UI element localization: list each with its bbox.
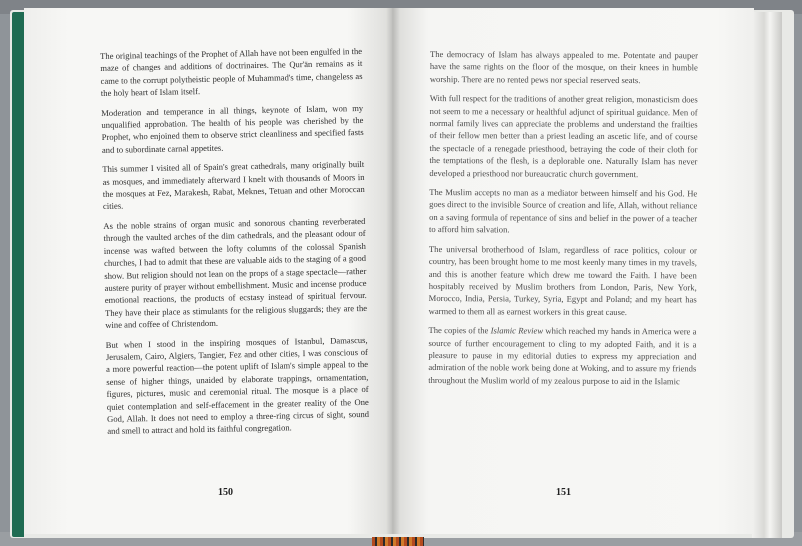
left-paragraph-5: But when I stood in the inspiring mosques of Istanbul, Damascus, Jerusalem, Cairo, Algiers, Tangier, Fez and other cities, I was conscious of a more powerful reaction—the potent uplift of Islam's simple appeal to the sense of higher things, unaided by elaborate trappings, ornamentation, figures, pictures, music and ceremonial ritual. The mosque is a place of quiet contemplation and self-effacement in the greater reality of the One God, Allah. It does not need to employ a three-ring circus of sight, sound and smell to attract and hold its faithful congregation. [105, 334, 370, 437]
right-paragraph-2: With full respect for the traditions of another great religion, monasticism does not seem to me a necessary or healthful adjunct of spiritual guidance. Men of normal family lives can appreciate the problems and understand the frailties of their fellow men better than a priest leading an ascetic life, and of course the spectacle of a renegade priesthood, betraying the code of their cloth for the temptations of the flesh, is a deplorable one. Naturally Islam has never developed a priesthood nor bureaucratic church government. [429, 93, 698, 179]
book-gutter [386, 8, 400, 534]
journal-title: Islamic Review [490, 325, 544, 336]
bookmark-ribbon [372, 537, 424, 546]
right-page-number: 151 [556, 487, 571, 498]
paragraph-text-before: The copies of the [428, 325, 491, 336]
left-page-text [100, 45, 370, 445]
page-stack-edge [752, 12, 782, 538]
paragraph-text-after: which reached my hands in America were a source of further encouragement to cling to my adopted Faith, and it is a pleasure to pause in my editorial duties to express my appreciation and admiration of the noble work being done at Woking, and to assure my friends throughout the Muslim world of my zealous purpose to aid in the Islamic [428, 325, 697, 387]
left-paragraph-3: This summer I visited all of Spain's great cathedrals, many originally built as mosques, and immediately afterward I knelt with thousands of Moors in the mosques at Fez, Marakesh, Rabat, Meknes, Tetuan and other Moroccan cities. [102, 159, 365, 212]
right-paragraph-3: The Muslim accepts no man as a mediator between himself and his God. He goes direct to the invisible Source of creation and life, Allah, without reliance on a saving formula of repentance of sins and belief in the power of a teacher to afford him salvation. [429, 187, 698, 235]
left-page-number: 150 [218, 487, 233, 498]
right-paragraph-5 [428, 324, 696, 387]
book-spine-edge [12, 12, 24, 537]
left-paragraph-1: The original teachings of the Prophet of Allah have not been engulfed in the maze of changes and additions of doctrinaires. The Qur'ān remains as it came to the corrupt polytheistic people of Muhammad's time, changeless as the holy heart of Islam itself. [100, 45, 363, 99]
right-paragraph-1: The democracy of Islam has always appealed to me. Potentate and pauper have the same rights on the floor of the mosque, on their knees in humble worship. There are no rented pews nor special reserved seats. [429, 48, 698, 85]
right-page-text [428, 48, 698, 395]
left-paragraph-4: As the noble strains of organ music and sonorous chanting reverberated through the vaulted arches of the dim cathedrals, and the pleasant odour of incense was wafted between the lofty columns of the colossal Spanish churches, I had to admit that these are valuable aids to the staging of a good show. But religion should not lean on the props of a stage spectacle—rather austere purity of prayer without embellishment. Music and incense produce emotional reactions, the products of ecstasy instead of spiritual fervour. They have their place as stimulants for the religious sluggards; they are the wine and coffee of Christendom. [103, 215, 368, 331]
left-paragraph-2: Moderation and temperance in all things, keynote of Islam, won my unqualified approbation. The health of his people was cherished by the Prophet, who enjoined them to observe strict cleanliness and specified fasts and to subordinate carnal appetites. [101, 102, 364, 155]
right-paragraph-4: The universal brotherhood of Islam, regardless of race politics, colour or country, has been brought home to me most keenly many times in my travels, and this is another feature which drew me toward the Faith. I have been hospitably received by Muslim brothers from London, Paris, New York, Morocco, India, Persia, Turkey, Syria, Egypt and Poland; and my heart has warmed to them all as earnest workers in this great cause. [428, 243, 697, 317]
